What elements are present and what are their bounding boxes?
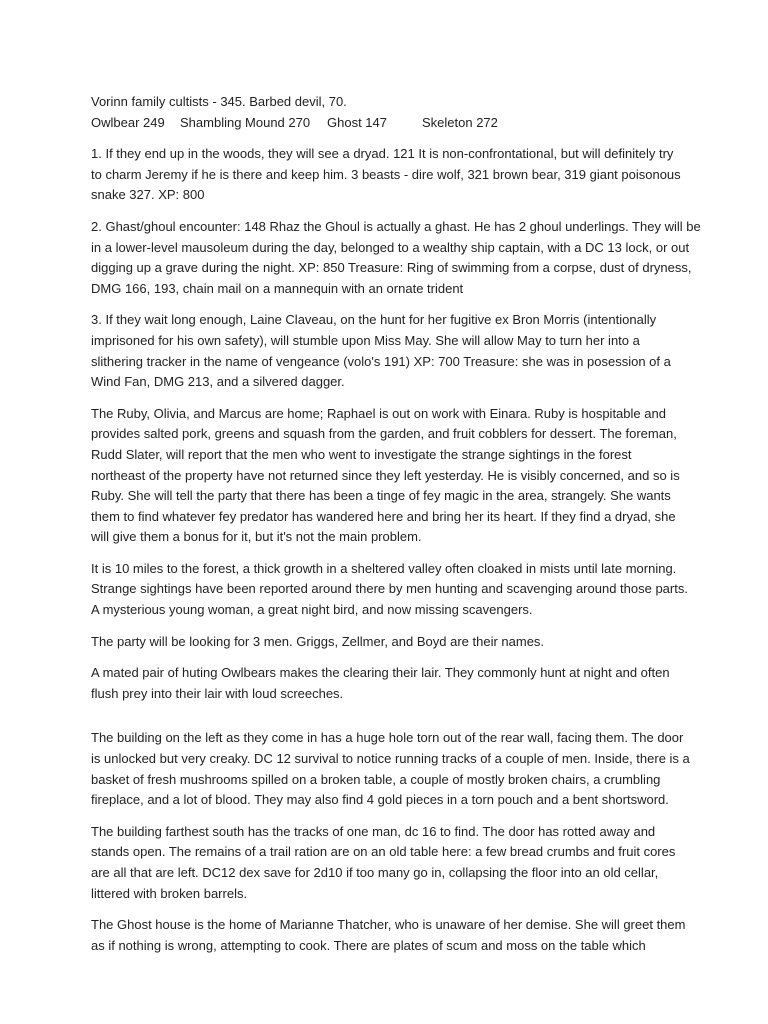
monster-entry: Ghost 147 <box>327 114 387 130</box>
text-line: Ruby. She will tell the party that there has been a tinge of fey magic in the area, strangely. She wants <box>91 488 671 504</box>
text-line: A mysterious young woman, a great night bird, and now missing scavengers. <box>91 602 533 618</box>
text-line: DMG 166, 193, chain mail on a mannequin with an ornate trident <box>91 280 464 296</box>
text-line: digging up a grave during the night. XP: 850 Treasure: Ring of swimming from a corpse, dust of dryness, <box>91 260 692 276</box>
cultists-line: Vorinn family cultists - 345. Barbed devil, 70. <box>91 94 347 109</box>
text-line: flush prey into their lair with loud screeches. <box>91 685 344 701</box>
monster-entry: Shambling Mound 270 <box>180 114 311 130</box>
monster-entry: Skeleton 272 <box>422 114 498 130</box>
text-line: snake 327. XP: 800 <box>91 187 205 203</box>
forest-paragraph <box>91 559 691 621</box>
encounter-tracker-paragraph <box>91 310 691 392</box>
text-line: slithering tracker in the name of vengeance (volo's 191) XP: 700 Treasure: she was in posession of a <box>91 353 671 369</box>
text-line: The building on the left as they come in has a huge hole torn out of the rear wall, facing them. The door <box>91 730 684 746</box>
text-line: will give them a bonus for it, but it's not the main problem. <box>91 529 422 545</box>
text-line: provides salted pork, greens and squash from the garden, and fruit cobblers for dessert. The foreman, <box>91 426 677 442</box>
left-building-paragraph <box>91 728 691 810</box>
text-line: 3. If they wait long enough, Laine Claveau, on the hunt for her fugitive ex Bron Morris (intentionally <box>91 312 657 328</box>
encounter-dryad-paragraph <box>91 144 691 206</box>
text-line: A mated pair of huting Owlbears makes the clearing their lair. They commonly hunt at night and often <box>91 665 670 681</box>
text-line: as if nothing is wrong, attempting to cook. There are plates of scum and moss on the table which <box>91 937 646 953</box>
text-line: The Ghost house is the home of Marianne Thatcher, who is unaware of her demise. She will greet them <box>91 917 686 933</box>
text-line: them to find whatever fey predator has wandered here and bring her its heart. If they find a dryad, she <box>91 508 676 524</box>
ghost-house-paragraph <box>91 915 691 956</box>
text-line: Strange sightings have been reported around there by men hunting and scavenging around those parts. <box>91 581 688 597</box>
ruby-home-paragraph <box>91 404 691 548</box>
text-line: It is 10 miles to the forest, a thick growth in a sheltered valley often cloaked in mists until late morning. <box>91 560 677 576</box>
text-line: 2. Ghast/ghoul encounter: 148 Rhaz the Ghoul is actually a ghast. He has 2 ghoul underlings. They will be <box>91 218 701 234</box>
text-line: fireplace, and a lot of blood. They may also find 4 gold pieces in a torn pouch and a bent shortsword. <box>91 792 669 808</box>
text-line: 1. If they end up in the woods, they will see a dryad. 121 It is non-confrontational, but will definitely try <box>91 146 674 162</box>
encounter-ghast-paragraph <box>91 217 701 299</box>
text-line: Rudd Slater, will report that the men who went to investigate the strange sightings in the forest <box>91 446 632 462</box>
text-line: The building farthest south has the tracks of one man, dc 16 to find. The door has rotted away and <box>91 823 656 839</box>
text-line: to charm Jeremy if he is there and keep him. 3 beasts - dire wolf, 321 brown bear, 319 giant poisonous <box>91 166 681 182</box>
text-line: basket of fresh mushrooms spilled on a broken table, a couple of mostly broken chairs, a crumbling <box>91 771 661 787</box>
south-building-paragraph <box>91 822 691 904</box>
monster-entry: Owlbear 249 <box>91 114 165 130</box>
text-line: The party will be looking for 3 men. Griggs, Zellmer, and Boyd are their names. <box>91 633 545 649</box>
text-line: northeast of the property have not returned since they left yesterday. He is visibly concerned, and so is <box>91 467 680 483</box>
document-page <box>91 92 701 967</box>
owlbear-paragraph <box>91 663 691 704</box>
text-line: imprisoned for his own safety), will stumble upon Miss May. She will allow May to turn her into a <box>91 332 640 348</box>
text-line: The Ruby, Olivia, and Marcus are home; Raphael is out on work with Einara. Ruby is hospitable and <box>91 405 666 421</box>
missing-men-paragraph <box>91 632 691 653</box>
monster-list <box>91 113 691 134</box>
text-line: stands open. The remains of a trail ration are on an old table here: a few bread crumbs and fruit cores <box>91 844 676 860</box>
header-block <box>91 92 691 133</box>
text-line: in a lower-level mausoleum during the day, belonged to a wealthy ship captain, with a DC 13 lock, or out <box>91 239 690 255</box>
text-line: are all that are left. DC12 dex save for 2d10 if too many go in, collapsing the floor into an old cellar, <box>91 865 659 880</box>
text-line: is unlocked but very creaky. DC 12 survival to notice running tracks of a couple of men. Inside, there is a <box>91 751 690 767</box>
text-line: Wind Fan, DMG 213, and a silvered dagger. <box>91 374 345 390</box>
text-line: littered with broken barrels. <box>91 885 248 901</box>
